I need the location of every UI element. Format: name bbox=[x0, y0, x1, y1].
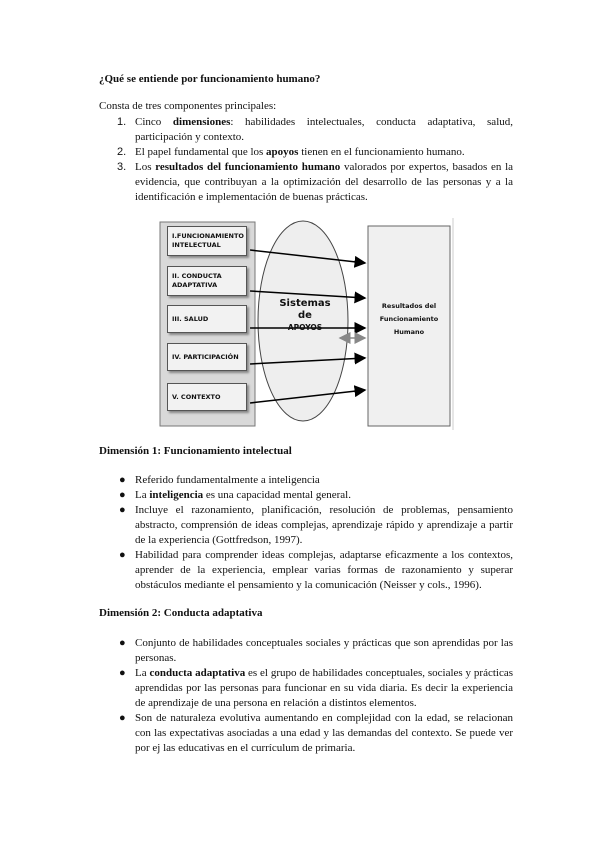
functioning-diagram bbox=[155, 218, 460, 430]
intro-text: Consta de tres componentes principales: bbox=[99, 100, 277, 112]
list-number: 1. bbox=[117, 116, 127, 128]
list-item: ● Habilidad para comprender ideas complejas, adaptarse eficazmente a los contextos, aprender de la experiencia, emplear varias formas de razonamiento y superar obstáculos mediante el pensamiento y la comunicación (Neisser y cols., 1996). bbox=[119, 549, 513, 591]
bold-text: inteligencia bbox=[149, 489, 204, 501]
list-number: 3. bbox=[117, 161, 127, 173]
dimension-1-heading: Dimensión 1: Funcionamiento intelectual bbox=[99, 445, 292, 457]
text: Son de naturaleza evolutiva aumentando en complejidad con la edad, se relacionan con las expectativas asociadas a una edad y las demandas del contexto. Se puede ver por ej las educativas en el currículum de primaria. bbox=[135, 712, 513, 754]
text: Referido fundamentalmente a inteligencia bbox=[135, 474, 320, 486]
dimension-box: II. CONDUCTA ADAPTATIVA bbox=[167, 266, 247, 296]
dimension-box: IV. PARTICIPACIÓN bbox=[167, 343, 247, 371]
text: Incluye el razonamiento, planificación, resolución de problemas, pensamiento abstracto, comprensión de ideas complejas, aprendizaje rápido y aprendizaje a partir de la experiencia (Gottfredson, 1997). bbox=[135, 504, 513, 546]
supports-line: de bbox=[298, 310, 312, 321]
list-item: ● Incluye el razonamiento, planificación, resolución de problemas, pensamiento abstracto, comprensión de ideas complejas, aprendizaje rápido y aprendizaje a partir de la experiencia (Gottfredson, 1997). bbox=[119, 504, 513, 546]
bold-text: resultados del funcionamiento humano bbox=[155, 161, 341, 173]
text: Habilidad para comprender ideas complejas, adaptarse eficazmente a los contextos, aprender de la experiencia, emplear varias formas de razonamiento y superar obstáculos mediante el pensamiento y la comunicación (Neisser y cols., 1996). bbox=[135, 549, 513, 591]
text: La bbox=[135, 667, 150, 679]
dimension-box: I.FUNCIONAMIENTO INTELECTUAL bbox=[167, 226, 247, 256]
supports-line: APOYOS bbox=[287, 323, 323, 332]
dimension-1-list bbox=[99, 473, 513, 593]
dimension-2-list bbox=[99, 636, 513, 756]
bold-text: apoyos bbox=[266, 146, 299, 158]
supports-line: Sistemas bbox=[279, 298, 331, 309]
dimension-box: III. SALUD bbox=[167, 305, 247, 333]
list-item: ● La inteligencia es una capacidad mental general. bbox=[119, 489, 351, 501]
results-label: Resultados del Funcionamiento Humano bbox=[379, 302, 439, 336]
text: : habilidades intelectuales, conducta adaptativa, salud, participación y contexto. bbox=[135, 116, 513, 143]
text: Conjunto de habilidades conceptuales sociales y prácticas que son aprendidas por las personas. bbox=[135, 637, 513, 664]
list-item: ● Referido fundamentalmente a inteligencia bbox=[119, 474, 320, 486]
text: Cinco bbox=[135, 116, 173, 128]
text: El papel fundamental que los bbox=[135, 146, 267, 158]
list-number: 2. bbox=[117, 146, 127, 158]
dimension-box: V. CONTEXTO bbox=[167, 383, 247, 411]
text: valorados por expertos, basados en la evidencia, que contribuyan a la optimización del desarrollo de las personas y a la identificación e implementación de buenas prácticas. bbox=[135, 161, 514, 203]
text: es una capacidad mental general. bbox=[203, 489, 351, 501]
list-item: ● Son de naturaleza evolutiva aumentando en complejidad con la edad, se relacionan con las expectativas asociadas a una edad y las demandas del contexto. Se puede ver por ej las educativas en el currículum de primaria. bbox=[119, 712, 513, 754]
components-list bbox=[99, 115, 513, 205]
text: Los bbox=[135, 161, 156, 173]
bold-text: conducta adaptativa bbox=[149, 667, 246, 679]
supports-label bbox=[270, 298, 340, 334]
section-title: ¿Qué se entiende por funcionamiento humano? bbox=[99, 73, 321, 85]
list-item: ● Conjunto de habilidades conceptuales sociales y prácticas que son aprendidas por las personas. bbox=[119, 637, 513, 664]
list-item bbox=[99, 115, 513, 145]
bold-text: dimensiones bbox=[172, 116, 231, 128]
text: tienen en el funcionamiento humano. bbox=[298, 146, 465, 158]
list-item bbox=[99, 145, 513, 160]
text: es el grupo de habilidades conceptuales, sociales y prácticas aprendidas por las personas para funcionar en su vida diaria. Es decir la experiencia de aprendizaje de una persona en relación a distintos elementos. bbox=[135, 667, 513, 709]
list-item: ● La conducta adaptativa es el grupo de habilidades conceptuales, sociales y prácticas aprendidas por las personas para funcionar en su vida diaria. Es decir la experiencia de aprendizaje de una persona en relación a distintos elementos. bbox=[119, 667, 513, 709]
dimension-2-heading: Dimensión 2: Conducta adaptativa bbox=[99, 607, 263, 619]
list-item bbox=[99, 160, 513, 205]
text: La bbox=[135, 489, 150, 501]
